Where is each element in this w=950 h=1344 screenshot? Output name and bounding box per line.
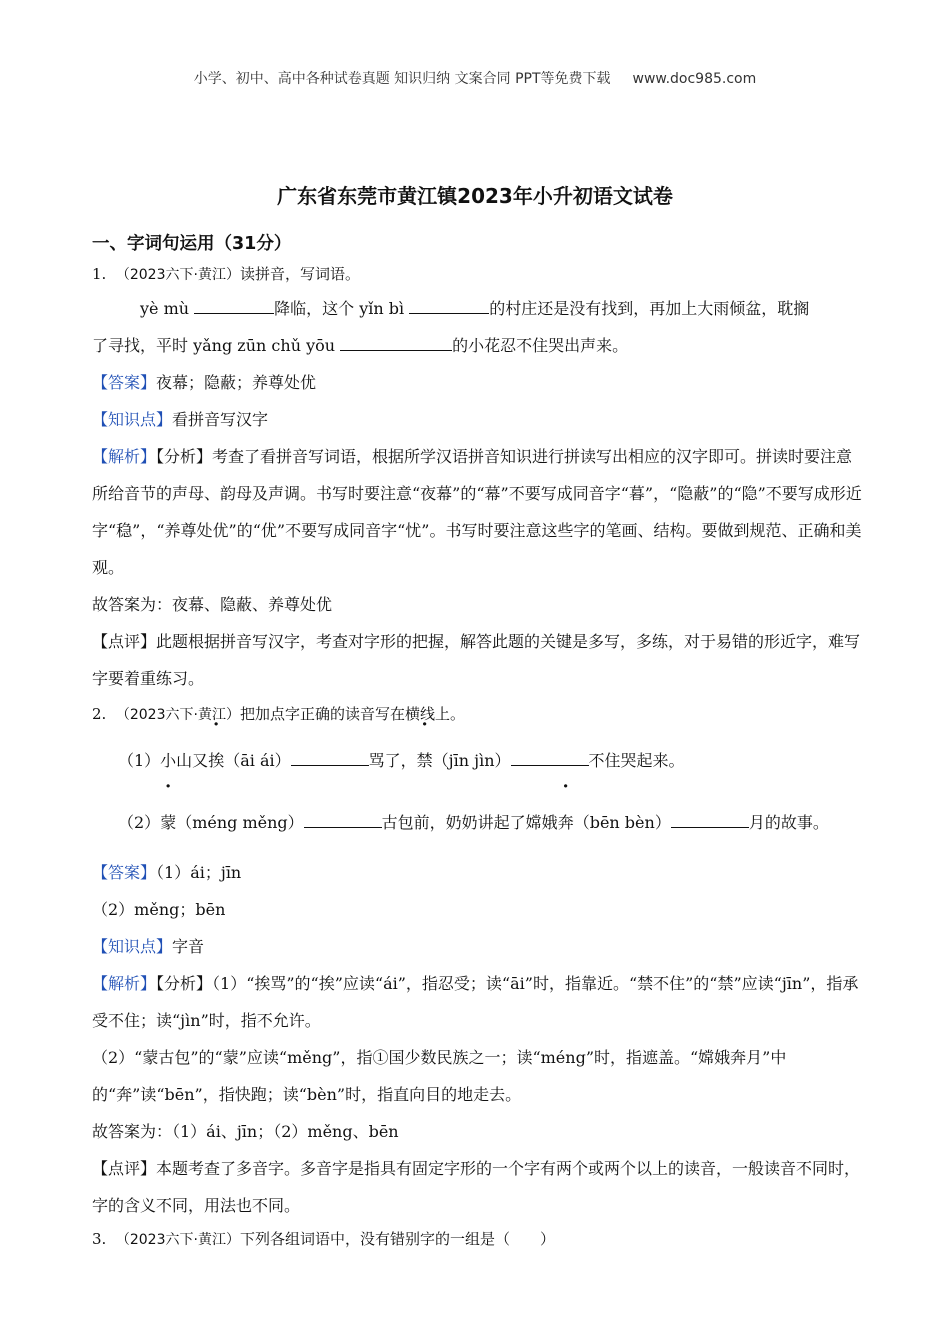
knowledge-point-tag: 【知识点】 <box>92 937 173 956</box>
knowledge-point-tag: 【知识点】 <box>92 410 173 429</box>
analysis-text: 【分析】考查了看拼音写词语，根据所学汉语拼音知识进行拼读写出相应的汉字即可。拼读时要注意所给音节的声母、韵母及声调。书写时要注意“夜幕”的“幕”不要写成同音字“暮”，“隐蔽”的“隐”不要写成形近字“稳”，“养尊处优”的“优”不要写成同音字“忧”。书写时要注意这些字的笔画、结构。要做到规范、正确和美观。 <box>92 447 862 577</box>
exam-title: 广东省东莞市黄江镇2023年小升初语文试卷 <box>277 184 673 208</box>
analysis-paragraph <box>92 438 862 586</box>
answer-line <box>92 854 862 891</box>
question-2-item-1: （1）小山又挨（āi ái） 骂了，禁（jīn jìn） 不住哭起来。 <box>92 730 862 792</box>
knowledge-point-line <box>92 928 862 965</box>
header-site: www.doc985.com <box>632 71 757 87</box>
dotted-char: 蒙 <box>160 813 177 832</box>
section-heading: 一、字词句运用（31分） <box>92 234 292 254</box>
answer-tag: 【答案】 <box>92 863 157 882</box>
analysis-tag: 【解析】 <box>92 974 157 993</box>
question-3-stem <box>92 1224 862 1255</box>
question-2-stem <box>92 699 862 730</box>
answer-blank[interactable] <box>304 809 382 828</box>
analysis-text: 【分析】（1）“挨骂”的“挨”应读“ái”，指忍受；读“āi”时，指靠近。“禁不住”的“禁”应读“jīn”，指承受不住；读“jìn”时，指不允许。 <box>92 974 859 1030</box>
answer-line <box>92 364 862 401</box>
question-number: 2. <box>92 705 107 723</box>
exam-content <box>92 230 862 1255</box>
answer-line-2: （2）měng；bēn <box>92 900 226 919</box>
answer-text: 夜幕；隐蔽；养尊处优 <box>156 373 317 392</box>
dotted-char: 奔 <box>557 813 574 832</box>
dotted-char: 挨 <box>208 751 225 770</box>
question-text: 把加点字正确的读音写在横线上。 <box>239 705 465 723</box>
question-1-passage-cont: 了寻找，平时 yǎng zūn chǔ yōu 的小花忍不住哭出声来。 <box>92 327 862 364</box>
comment-paragraph: 【点评】此题根据拼音写汉字，考查对字形的把握，解答此题的关键是多写，多练，对于易错的形近字，难写字要着重练习。 <box>92 632 861 688</box>
final-answer: 故答案为：夜幕、隐蔽、养尊处优 <box>92 595 333 614</box>
answer-blank[interactable] <box>671 809 749 828</box>
page-header <box>0 68 950 88</box>
question-number: 3. <box>92 1230 107 1248</box>
dotted-char: 禁 <box>416 751 433 770</box>
question-text: 下列各组词语中，没有错别字的一组是（ ） <box>239 1230 555 1248</box>
question-text: 读拼音，写词语。 <box>239 265 360 283</box>
answer-blank[interactable] <box>511 747 589 766</box>
question-number: 1. <box>92 265 107 283</box>
question-source: （2023六下·黄江） <box>115 707 240 723</box>
answer-blank[interactable] <box>291 747 369 766</box>
answer-text: （1）ái；jīn <box>156 863 242 882</box>
comment-paragraph: 【点评】本题考查了多音字。多音字是指具有固定字形的一个字有两个或两个以上的读音，一般读音不同时，字的含义不同，用法也不同。 <box>92 1159 861 1215</box>
question-source: （2023六下·黄江） <box>115 1232 240 1248</box>
final-answer: 故答案为：（1）ái、jīn；（2）měng、bēn <box>92 1122 399 1141</box>
answer-blank[interactable] <box>194 295 274 314</box>
question-2-item-2: （2）蒙（méng měng） 古包前，奶奶讲起了嫦娥奔（bēn bèn） 月的故事。 <box>92 792 862 854</box>
question-1-passage: yè mù 降临，这个 yǐn bì 的村庄还是没有找到，再加上大雨倾盆，耽搁 <box>92 290 862 327</box>
analysis-tag: 【解析】 <box>92 447 157 466</box>
question-source: （2023六下·黄江） <box>115 267 240 283</box>
analysis-paragraph <box>92 965 862 1039</box>
knowledge-point-line <box>92 401 862 438</box>
knowledge-point-text: 字音 <box>172 937 205 956</box>
header-text: 小学、初中、高中各种试卷真题 知识归纳 文案合同 PPT等免费下载 <box>193 71 611 87</box>
knowledge-point-text: 看拼音写汉字 <box>172 410 269 429</box>
analysis-paragraph-2: （2）“蒙古包”的“蒙”应读“měng”，指①国少数民族之一；读“méng”时，指遮盖。“嫦娥奔月”中的“奔”读“bēn”，指快跑；读“bèn”时，指直向目的地走去。 <box>92 1048 787 1104</box>
question-1-stem <box>92 259 862 290</box>
answer-tag: 【答案】 <box>92 373 157 392</box>
answer-blank[interactable] <box>409 295 489 314</box>
answer-blank[interactable] <box>340 332 452 351</box>
